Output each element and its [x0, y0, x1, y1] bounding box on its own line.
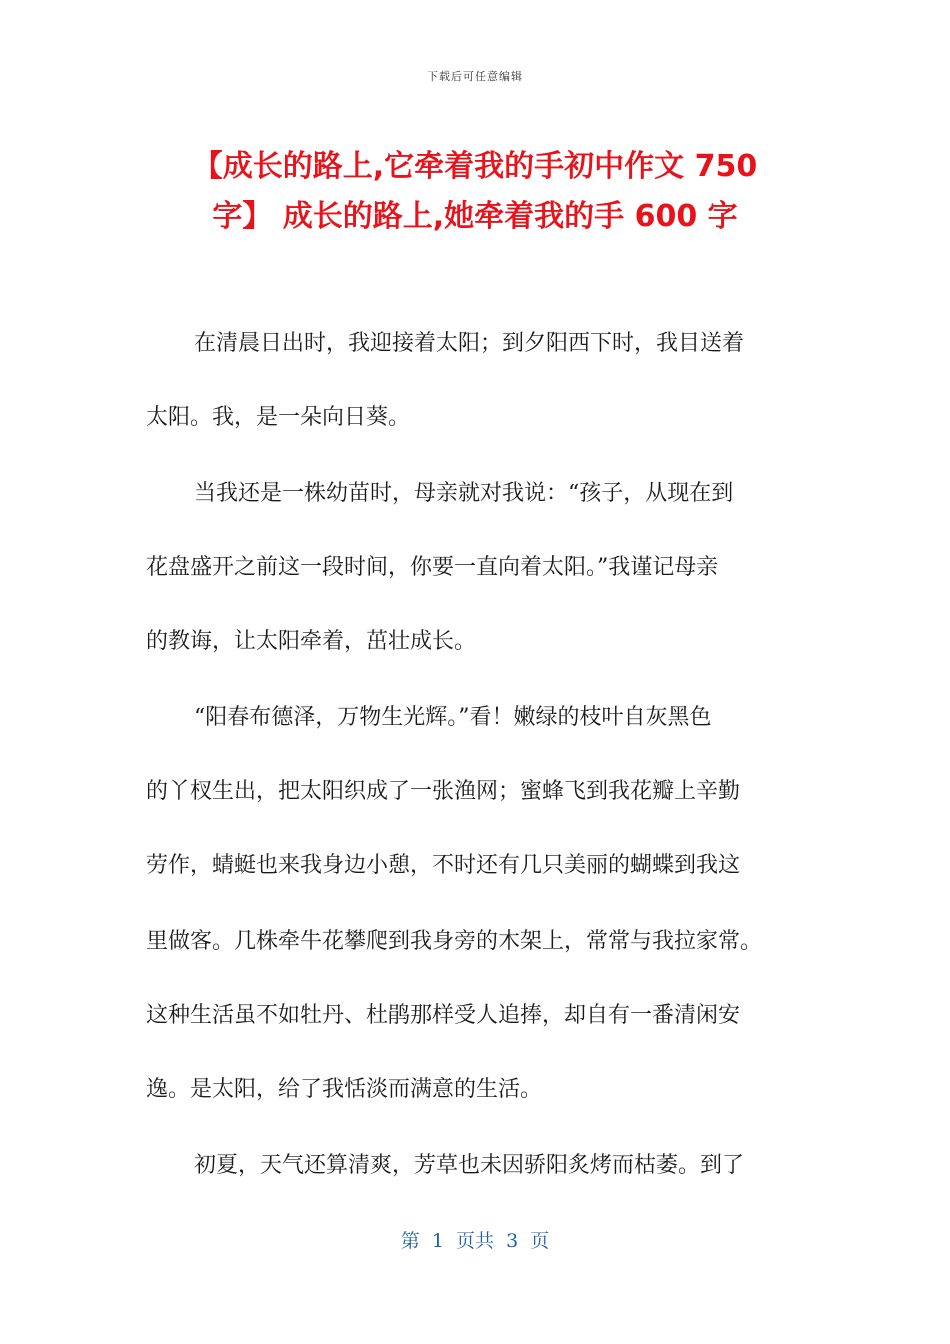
body-line: 里做客。几株牵牛花攀爬到我身旁的木架上，常常与我拉家常。 [146, 929, 763, 954]
body-line: 太阳。我，是一朵向日葵。 [146, 405, 411, 430]
document-title [140, 142, 810, 242]
body-line: 这种生活虽不如牡丹、杜鹃那样受人追捧，却自有一番清闲安 [146, 1003, 741, 1028]
body-line: 花盘盛开之前这一段时间，你要一直向着太阳。”我谨记母亲 [146, 555, 719, 580]
title-line-1: 【成长的路上,它牵着我的手初中作文 750 [192, 149, 758, 184]
body-line: 在清晨日出时，我迎接着太阳；到夕阳西下时，我目送着 [194, 331, 745, 356]
header-note: 下载后可任意编辑 [427, 70, 523, 83]
body-line: 劳作，蜻蜓也来我身边小憩，不时还有几只美丽的蝴蝶到我这 [146, 853, 741, 878]
body-line: 逸。是太阳，给了我恬淡而满意的生活。 [146, 1077, 543, 1102]
body-line: “阳春布德泽，万物生光辉。”看！嫩绿的枝叶自灰黑色 [194, 705, 712, 730]
title-line-2: 字】 成长的路上,她牵着我的手 600 字 [212, 199, 738, 234]
body-line: 初夏，天气还算清爽，芳草也未因骄阳炙烤而枯萎。到了 [194, 1153, 745, 1178]
page-footer: 第 1 页共 3 页 [400, 1230, 550, 1252]
body-line: 的丫杈生出，把太阳织成了一张渔网；蜜蜂飞到我花瓣上辛勤 [146, 779, 741, 804]
body-line: 的教诲，让太阳牵着，茁壮成长。 [146, 629, 477, 654]
body-line: 当我还是一株幼苗时，母亲就对我说：“孩子，从现在到 [194, 481, 734, 506]
